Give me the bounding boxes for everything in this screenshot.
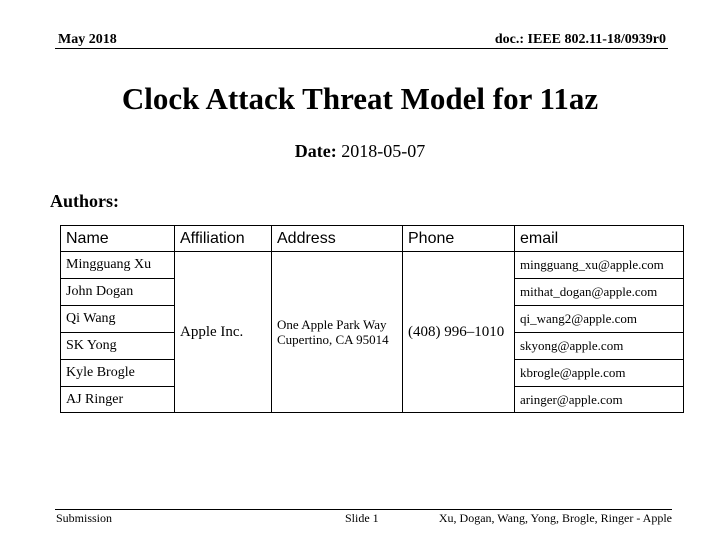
header-doc-id: doc.: IEEE 802.11-18/0939r0 xyxy=(494,32,666,47)
author-email[interactable]: kbrogle@apple.com xyxy=(515,360,684,387)
address-line-2: Cupertino, CA 95014 xyxy=(277,332,389,347)
phone-cell: (408) 996–1010 xyxy=(403,252,515,413)
table-header-row xyxy=(61,226,684,252)
author-name: SK Yong xyxy=(61,333,175,360)
author-name: Kyle Brogle xyxy=(61,360,175,387)
header-divider xyxy=(55,48,668,49)
author-email[interactable]: qi_wang2@apple.com xyxy=(515,306,684,333)
author-name: Qi Wang xyxy=(61,306,175,333)
footer-slide-number: Slide 1 xyxy=(345,511,379,525)
slide-title: Clock Attack Threat Model for 11az xyxy=(121,81,599,116)
header-address: Address xyxy=(272,226,403,252)
address-line-1: One Apple Park Way xyxy=(277,317,387,332)
author-name: Mingguang Xu xyxy=(61,252,175,279)
header-email: email xyxy=(515,226,684,252)
authors-label: Authors: xyxy=(50,191,120,211)
header-phone: Phone xyxy=(403,226,515,252)
author-email[interactable]: mithat_dogan@apple.com xyxy=(515,279,684,306)
header-date: May 2018 xyxy=(58,32,117,47)
header-affiliation: Affiliation xyxy=(175,226,272,252)
footer-divider xyxy=(55,509,672,510)
date-label: Date: xyxy=(294,141,337,161)
authors-table xyxy=(60,225,684,413)
date-line xyxy=(0,140,720,162)
address-cell xyxy=(272,252,403,413)
affiliation-cell: Apple Inc. xyxy=(175,252,272,413)
header-name: Name xyxy=(61,226,175,252)
footer-submission: Submission xyxy=(56,511,113,525)
author-email[interactable]: mingguang_xu@apple.com xyxy=(515,252,684,279)
author-name: AJ Ringer xyxy=(61,387,175,413)
author-name: John Dogan xyxy=(61,279,175,306)
table-row xyxy=(61,252,684,279)
author-email[interactable]: aringer@apple.com xyxy=(515,387,684,413)
date-value: 2018-05-07 xyxy=(341,141,426,161)
author-email[interactable]: skyong@apple.com xyxy=(515,333,684,360)
footer-authors: Xu, Dogan, Wang, Yong, Brogle, Ringer - Apple xyxy=(438,511,672,525)
